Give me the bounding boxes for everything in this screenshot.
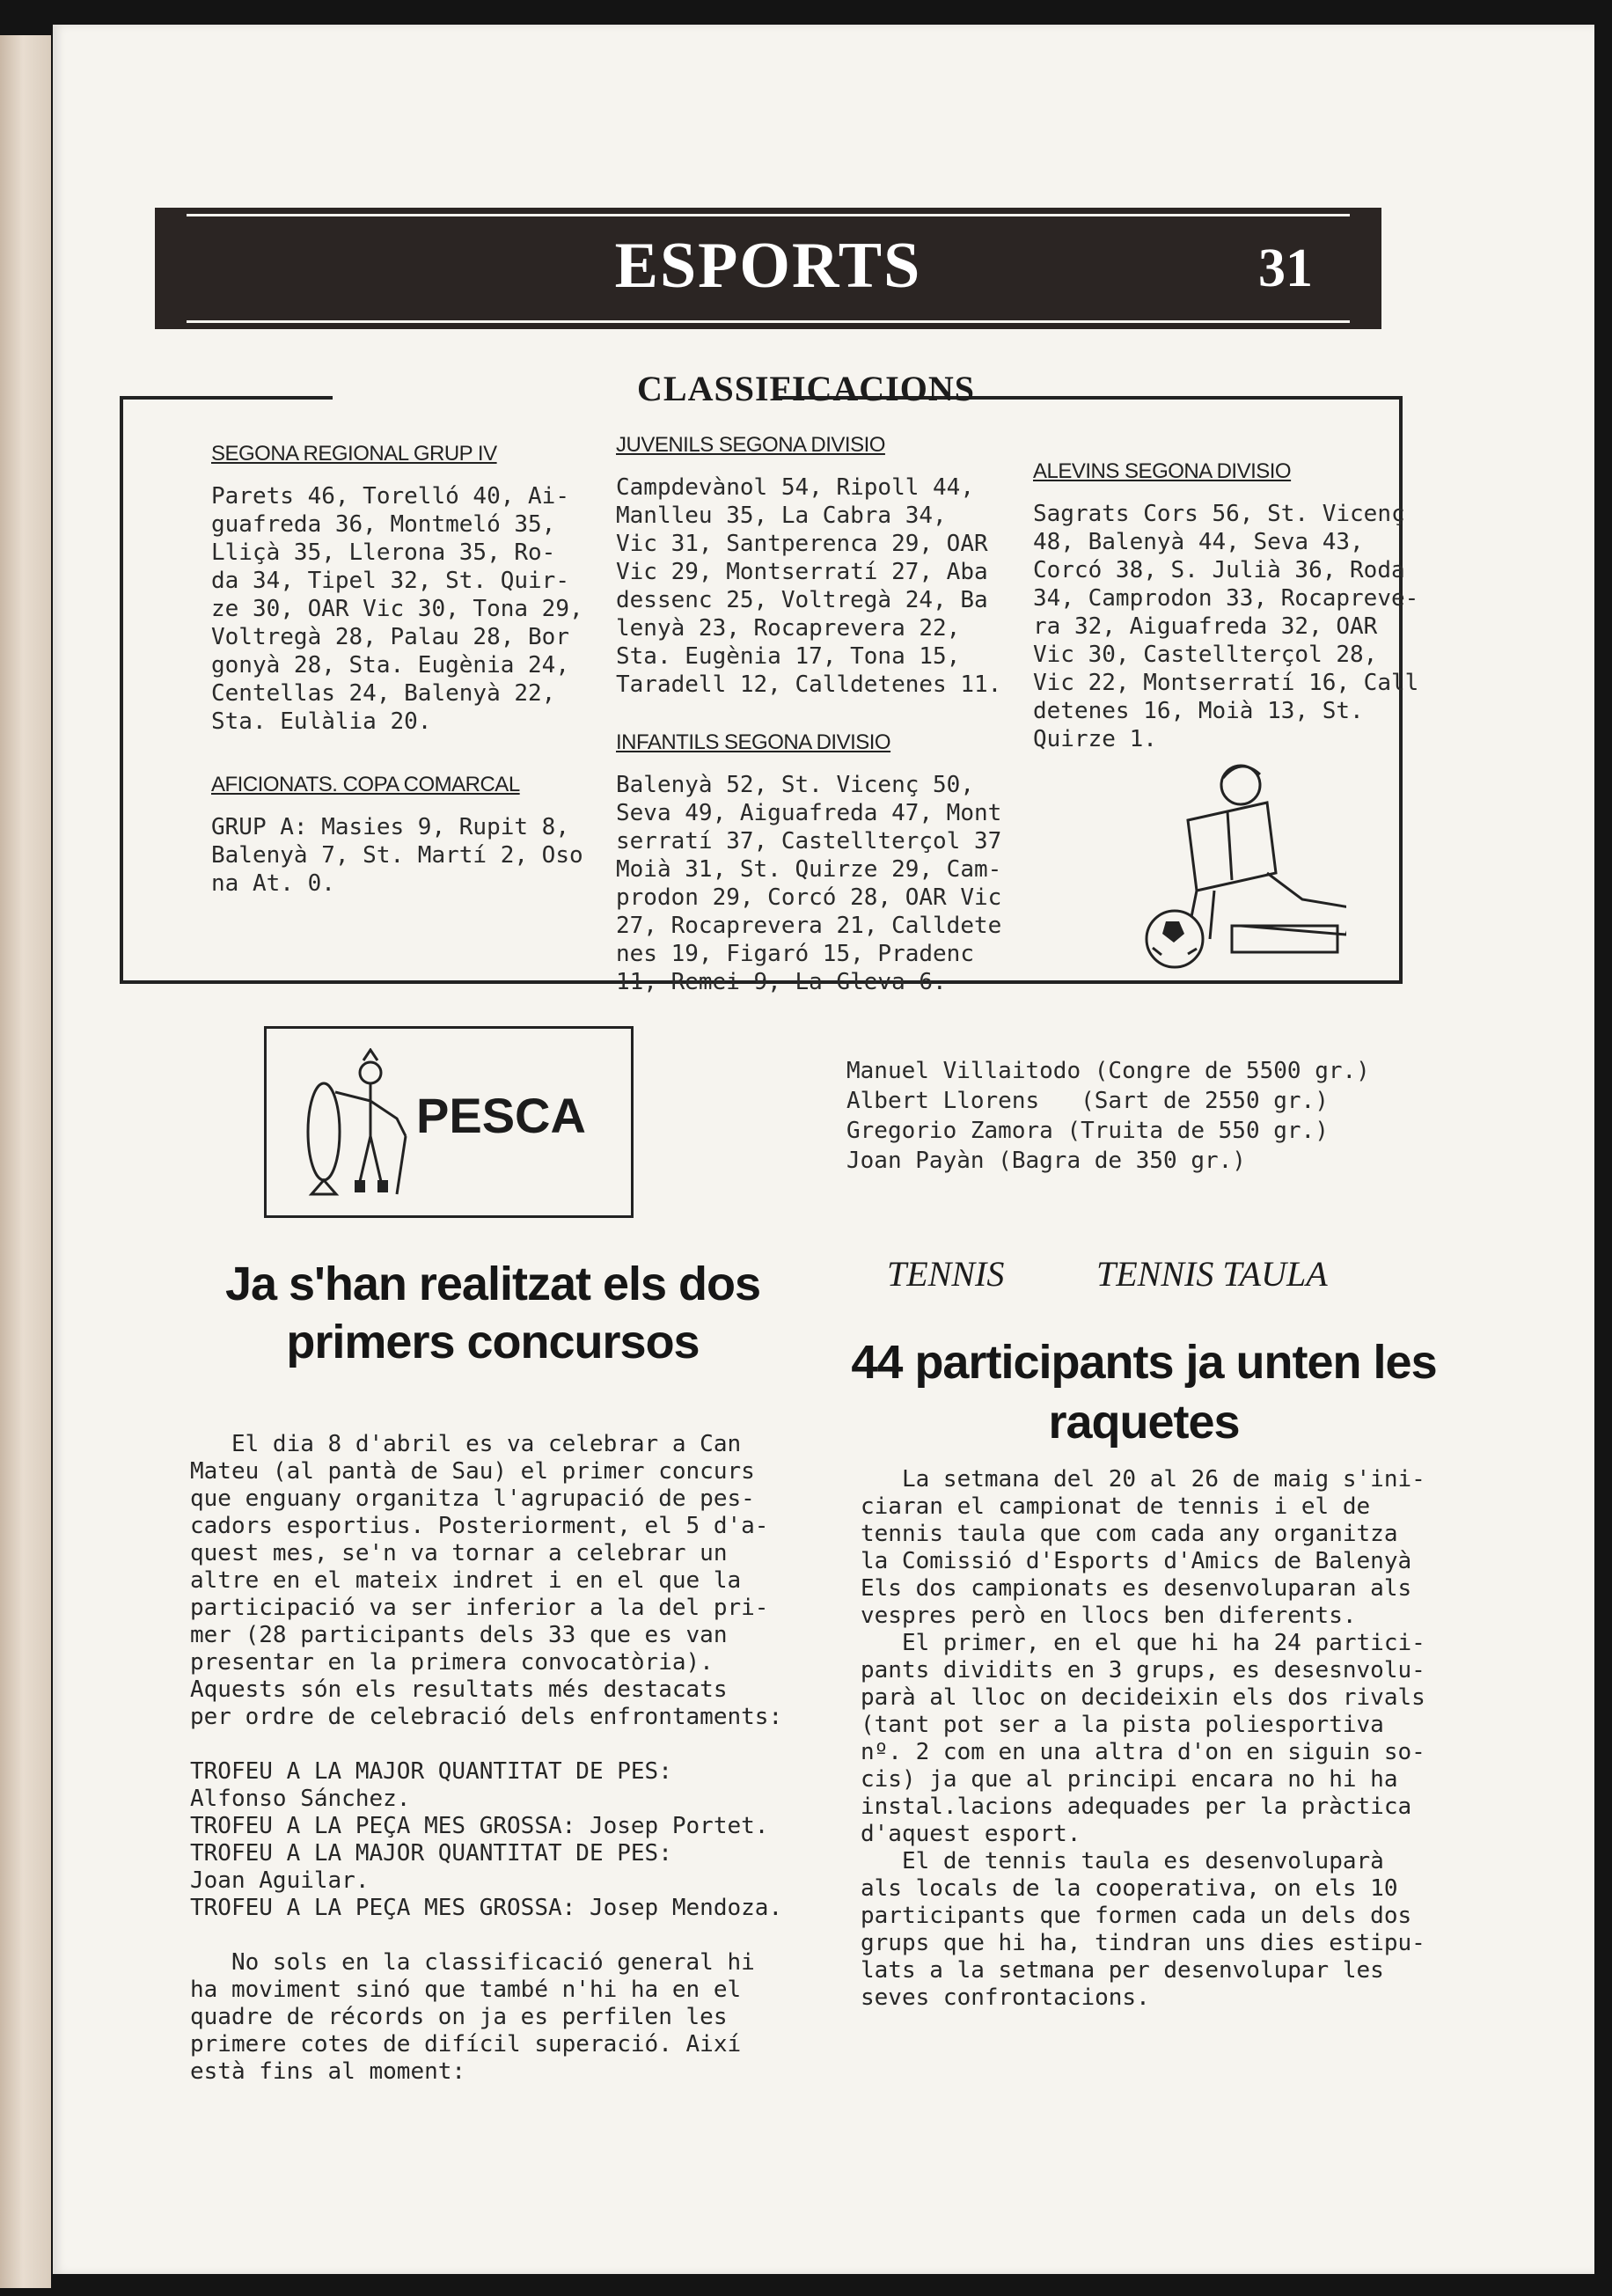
tennis-taula-kicker: TENNIS TAULA: [1096, 1254, 1328, 1294]
tennis-headline: 44 participants ja unten les raquetes: [851, 1336, 1437, 1449]
column-juvenils: [616, 431, 1021, 996]
pesca-article-body: El dia 8 d'abril es va celebrar a Can Mateu (al pantà de Sau) el primer concurs que enguany organitza l'agrupació de pes- cadors esportius. Posteriorment, el 5 d'a- quest mes, se'n va tornar a celebrar un altre en el mateix indret i en el que la participació va ser inferior a la del pri- mer (28 participants dels 33 que es van presentar en la primera convocatòria). Aquests són els resultats més destacats per ordre de celebració dels enfrontaments: TROFEU A LA MAJOR QUANTITAT DE PES: Alfonso Sánchez. TROFEU A LA PEÇA MES GROSSA: Josep Portet. TROFEU A LA MAJOR QUANTITAT DE PES: Joan Aguilar. TROFEU A LA PEÇA MES GROSSA: Josep Mendoza. No sols en la classificació general hi ha moviment sinó que també n'hi ha en el quadre de récords on ja es perfilen les primere cotes de difícil superació. Així està fins al moment:: [190, 1431, 783, 2085]
segona-regional-heading: SEGONA REGIONAL GRUP IV: [211, 442, 497, 466]
pesca-records-list: [846, 1056, 1370, 1176]
banner-rule-bottom: [187, 320, 1350, 323]
pesca-headline: Ja s'han realitzat els dos primers concursos: [224, 1258, 761, 1368]
banner-rule-top: [187, 214, 1350, 216]
pesca-label: PESCA: [416, 1088, 586, 1143]
infantils-text: Balenyà 52, St. Vicenç 50, Seva 49, Aiguafreda 47, Mont serratí 37, Castellterçol 37 Moià 31, St. Quirze 29, Cam- prodon 29, Corcó 28, OAR Vic 27, Rocaprevera 21, Calldete nes 19, Figaró 15, Pradenc 11, Remei 9, La Gleva 6.: [616, 772, 1002, 995]
infantils-heading: INFANTILS SEGONA DIVISIO: [616, 730, 891, 754]
aficionats-heading: AFICIONATS. COPA COMARCAL: [211, 773, 520, 796]
record-item: Manuel Villaitodo (Congre de 5500 gr.): [846, 1058, 1370, 1084]
juvenils-text: Campdevànol 54, Ripoll 44, Manlleu 35, La Cabra 34, Vic 31, Santperenca 29, OAR Vic 29, Montserratí 27, Aba dessenc 25, Voltregà 24, Ba lenyà 23, Rocaprevera 22, Sta. Eugènia 17, Tona 15, Taradell 12, Calldetenes 11.: [616, 474, 1002, 698]
column-alevins: [1033, 458, 1438, 753]
alevins-text: Sagrats Cors 56, St. Vicenç 48, Balenyà 44, Seva 43, Corcó 38, S. Julià 36, Roda 34, Camprodon 33, Rocapreve- ra 32, Aiguafreda 32, OAR Vic 30, Castellterçol 28, Vic 22, Montserratí 16, Call detenes 16, Moià 13, St. Quirze 1.: [1033, 501, 1419, 752]
record-item: Joan Payàn (Bagra de 350 gr.): [846, 1148, 1246, 1174]
record-item: Gregorio Zamora (Truita de 550 gr.): [846, 1118, 1329, 1144]
tennis-kicker: TENNIS: [887, 1254, 1005, 1294]
page-number: 31: [1258, 238, 1313, 298]
reader-cartoon-illustration: [1135, 759, 1346, 979]
alevins-heading: ALEVINS SEGONA DIVISIO: [1033, 459, 1292, 483]
section-banner: [155, 208, 1381, 329]
record-item: Albert Llorens (Sart de 2550 gr.): [846, 1088, 1329, 1114]
aficionats-text: GRUP A: Masies 9, Rupit 8, Balenyà 7, St. Martí 2, Oso na At. 0.: [211, 814, 583, 897]
segona-regional-text: Parets 46, Torelló 40, Ai- guafreda 36, Montmeló 35, Lliçà 35, Llerona 35, Ro- da 34, Tipel 32, St. Quir- ze 30, OAR Vic 30, Tona 29, Voltregà 28, Palau 28, Bor gonyà 28, Sta. Eugènia 24, Centellas 24, Balenyà 22, Sta. Eulàlia 20.: [211, 483, 583, 735]
juvenils-heading: JUVENILS SEGONA DIVISIO: [616, 433, 885, 457]
fisherman-icon: [293, 1048, 407, 1198]
column-regional: [211, 440, 598, 898]
classification-title: CLASSIFICACIONS: [637, 369, 975, 408]
tennis-article-body: La setmana del 20 al 26 de maig s'ini- ciaran el campionat de tennis i el de tennis taula que com cada any organitza la Comissió d'Esports d'Amics de Balenyà Els dos campionats es desenvoluparan als vespres però en llocs ben diferents. El primer, en el que hi ha 24 partici- pants dividits en 3 grups, es desesnvolu- parà al lloc on decideixin els dos rivals (tant pot ser a la pista poliesportiva nº. 2 com en una altra d'on en siguin so- cis) ja que al principi encara no hi ha instal.lacions adequades per la pràctica d'aquest esport. El de tennis taula es desenvoluparà als locals de la cooperativa, on els 10 participants que formen cada un dels dos grups que hi ha, tindran uns dies estipu- lats a la setmana per desenvolupar les seves confrontacions.: [861, 1466, 1425, 2011]
pesca-box: [264, 1026, 634, 1218]
section-title: ESPORTS: [614, 230, 922, 302]
